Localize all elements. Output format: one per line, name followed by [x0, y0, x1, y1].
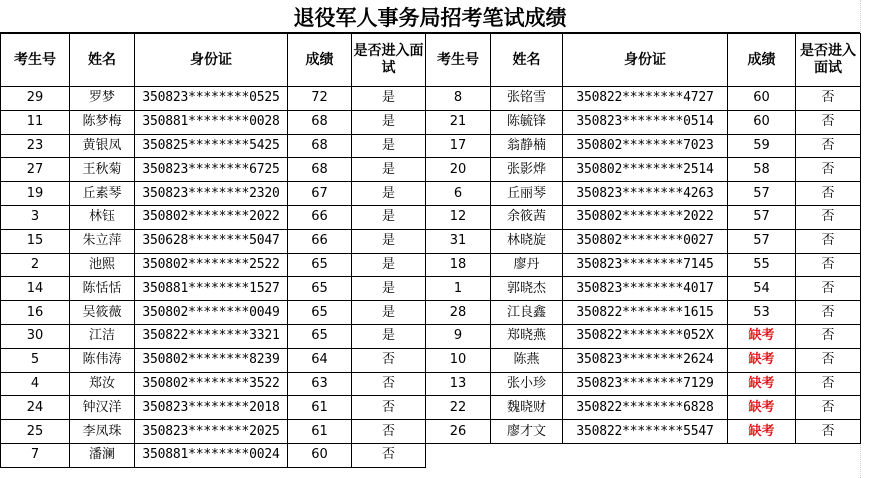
right-exam-no-cell[interactable]: 13 — [426, 372, 491, 396]
left-interview-cell[interactable]: 是 — [352, 229, 426, 253]
left-name-cell[interactable]: 钟汉洋 — [70, 396, 135, 420]
table-row — [1, 205, 861, 229]
left-interview-cell[interactable]: 是 — [352, 87, 426, 111]
table-row — [1, 372, 861, 396]
right-exam-no-cell[interactable]: 9 — [426, 324, 491, 348]
left-exam-no-cell[interactable]: 24 — [1, 396, 70, 420]
left-interview-cell[interactable]: 是 — [352, 158, 426, 182]
left-exam-no-cell[interactable]: 4 — [1, 372, 70, 396]
right-name-cell[interactable]: 江良鑫 — [491, 301, 563, 325]
right-empty-cell — [491, 443, 563, 467]
left-interview-cell[interactable]: 是 — [352, 134, 426, 158]
right-id-card-cell[interactable]: 350823********7145 — [563, 253, 728, 277]
header-interview[interactable]: 是否进入面试 — [796, 34, 861, 87]
right-exam-no-cell[interactable]: 26 — [426, 420, 491, 444]
right-interview-cell[interactable]: 否 — [796, 158, 861, 182]
right-name-cell[interactable]: 张小珍 — [491, 372, 563, 396]
right-interview-cell[interactable]: 否 — [796, 277, 861, 301]
right-score-cell[interactable]: 缺考 — [728, 420, 796, 444]
left-score-cell[interactable]: 67 — [288, 182, 352, 206]
right-id-card-cell[interactable]: 350822********052X — [563, 324, 728, 348]
right-interview-cell[interactable]: 否 — [796, 182, 861, 206]
right-id-card-cell[interactable]: 350802********2022 — [563, 205, 728, 229]
right-id-card-cell[interactable]: 350823********4263 — [563, 182, 728, 206]
right-interview-cell[interactable]: 否 — [796, 87, 861, 111]
left-score-cell[interactable]: 61 — [288, 420, 352, 444]
left-id-card-cell[interactable]: 350802********3522 — [135, 372, 288, 396]
left-id-card-cell[interactable]: 350802********0049 — [135, 301, 288, 325]
left-name-cell[interactable]: 林钰 — [70, 205, 135, 229]
right-interview-cell[interactable]: 否 — [796, 134, 861, 158]
left-name-cell[interactable]: 潘澜 — [70, 443, 135, 467]
left-score-cell[interactable]: 60 — [288, 443, 352, 467]
table-row — [1, 277, 861, 301]
left-exam-no-cell[interactable]: 2 — [1, 253, 70, 277]
left-score-cell[interactable]: 65 — [288, 301, 352, 325]
right-exam-no-cell[interactable]: 31 — [426, 229, 491, 253]
right-exam-no-cell[interactable]: 8 — [426, 87, 491, 111]
left-interview-cell[interactable]: 否 — [352, 396, 426, 420]
left-name-cell[interactable]: 陈恬恬 — [70, 277, 135, 301]
right-interview-cell[interactable]: 否 — [796, 348, 861, 372]
right-name-cell[interactable]: 林晓旋 — [491, 229, 563, 253]
table-row — [1, 87, 861, 111]
left-name-cell[interactable]: 丘素琴 — [70, 182, 135, 206]
right-exam-no-cell[interactable]: 28 — [426, 301, 491, 325]
header-exam-no[interactable]: 考生号 — [426, 34, 491, 87]
left-exam-no-cell[interactable]: 14 — [1, 277, 70, 301]
left-id-card-cell[interactable]: 350802********8239 — [135, 348, 288, 372]
table-row — [1, 420, 861, 444]
right-id-card-cell[interactable]: 350822********4727 — [563, 87, 728, 111]
left-id-card-cell[interactable]: 350881********1527 — [135, 277, 288, 301]
right-empty-cell — [728, 443, 796, 467]
header-score[interactable]: 成绩 — [288, 34, 352, 87]
header-id-card[interactable]: 身份证 — [135, 34, 288, 87]
left-exam-no-cell[interactable]: 27 — [1, 158, 70, 182]
left-id-card-cell[interactable]: 350825********5425 — [135, 134, 288, 158]
left-exam-no-cell[interactable]: 29 — [1, 87, 70, 111]
header-exam-no[interactable]: 考生号 — [1, 34, 70, 87]
left-exam-no-cell[interactable]: 11 — [1, 110, 70, 134]
right-interview-cell[interactable]: 否 — [796, 229, 861, 253]
left-exam-no-cell[interactable]: 25 — [1, 420, 70, 444]
left-id-card-cell[interactable]: 350823********2320 — [135, 182, 288, 206]
left-name-cell[interactable]: 郑汝 — [70, 372, 135, 396]
header-id-card[interactable]: 身份证 — [563, 34, 728, 87]
right-name-cell[interactable]: 余筱茜 — [491, 205, 563, 229]
results-table — [0, 33, 861, 468]
left-exam-no-cell[interactable]: 30 — [1, 324, 70, 348]
right-name-cell[interactable]: 陈燕 — [491, 348, 563, 372]
right-name-cell[interactable]: 张铭雪 — [491, 87, 563, 111]
left-id-card-cell[interactable]: 350823********2025 — [135, 420, 288, 444]
left-score-cell[interactable]: 66 — [288, 205, 352, 229]
right-score-cell[interactable]: 53 — [728, 301, 796, 325]
left-id-card-cell[interactable]: 350881********0028 — [135, 110, 288, 134]
right-name-cell[interactable]: 张影烨 — [491, 158, 563, 182]
right-id-card-cell[interactable]: 350802********2514 — [563, 158, 728, 182]
left-interview-cell[interactable]: 否 — [352, 372, 426, 396]
left-exam-no-cell[interactable]: 5 — [1, 348, 70, 372]
right-exam-no-cell[interactable]: 22 — [426, 396, 491, 420]
left-name-cell[interactable]: 陈伟涛 — [70, 348, 135, 372]
right-empty-cell — [426, 443, 491, 467]
header-score[interactable]: 成绩 — [728, 34, 796, 87]
right-name-cell[interactable]: 廖丹 — [491, 253, 563, 277]
left-id-card-cell[interactable]: 350881********0024 — [135, 443, 288, 467]
left-interview-cell[interactable]: 是 — [352, 205, 426, 229]
right-score-cell[interactable]: 59 — [728, 134, 796, 158]
right-score-cell[interactable]: 60 — [728, 87, 796, 111]
sheet-title: 退役军人事务局招考笔试成绩 — [0, 0, 860, 33]
right-exam-no-cell[interactable]: 18 — [426, 253, 491, 277]
right-id-card-cell[interactable]: 350802********0027 — [563, 229, 728, 253]
right-id-card-cell[interactable]: 350823********4017 — [563, 277, 728, 301]
left-interview-cell[interactable]: 是 — [352, 277, 426, 301]
left-score-cell[interactable]: 63 — [288, 372, 352, 396]
right-interview-cell[interactable]: 否 — [796, 396, 861, 420]
table-row — [1, 134, 861, 158]
left-id-card-cell[interactable]: 350628********5047 — [135, 229, 288, 253]
right-score-cell[interactable]: 缺考 — [728, 324, 796, 348]
left-name-cell[interactable]: 李凤珠 — [70, 420, 135, 444]
left-score-cell[interactable]: 65 — [288, 277, 352, 301]
right-exam-no-cell[interactable]: 17 — [426, 134, 491, 158]
right-interview-cell[interactable]: 否 — [796, 372, 861, 396]
right-exam-no-cell[interactable]: 12 — [426, 205, 491, 229]
right-exam-no-cell[interactable]: 21 — [426, 110, 491, 134]
table-row — [1, 253, 861, 277]
left-interview-cell[interactable]: 是 — [352, 253, 426, 277]
right-id-card-cell[interactable]: 350823********7129 — [563, 372, 728, 396]
right-id-card-cell[interactable]: 350822********6828 — [563, 396, 728, 420]
right-score-cell[interactable]: 60 — [728, 110, 796, 134]
left-interview-cell[interactable]: 是 — [352, 182, 426, 206]
right-score-cell[interactable]: 缺考 — [728, 348, 796, 372]
left-interview-cell[interactable]: 否 — [352, 443, 426, 467]
right-exam-no-cell[interactable]: 10 — [426, 348, 491, 372]
right-score-cell[interactable]: 54 — [728, 277, 796, 301]
right-score-cell[interactable]: 缺考 — [728, 372, 796, 396]
right-interview-cell[interactable]: 否 — [796, 324, 861, 348]
left-interview-cell[interactable]: 否 — [352, 348, 426, 372]
right-interview-cell[interactable]: 否 — [796, 301, 861, 325]
left-interview-cell[interactable]: 否 — [352, 420, 426, 444]
right-name-cell[interactable]: 廖才文 — [491, 420, 563, 444]
left-id-card-cell[interactable]: 350802********2522 — [135, 253, 288, 277]
header-name[interactable]: 姓名 — [70, 34, 135, 87]
right-interview-cell[interactable]: 否 — [796, 110, 861, 134]
right-id-card-cell[interactable]: 350822********1615 — [563, 301, 728, 325]
left-exam-no-cell[interactable]: 7 — [1, 443, 70, 467]
table-row — [1, 301, 861, 325]
right-score-cell[interactable]: 57 — [728, 205, 796, 229]
left-score-cell[interactable]: 64 — [288, 348, 352, 372]
right-score-cell[interactable]: 缺考 — [728, 396, 796, 420]
right-name-cell[interactable]: 陈毓锋 — [491, 110, 563, 134]
left-exam-no-cell[interactable]: 19 — [1, 182, 70, 206]
left-exam-no-cell[interactable]: 16 — [1, 301, 70, 325]
header-name[interactable]: 姓名 — [491, 34, 563, 87]
right-empty-cell — [796, 443, 861, 467]
right-score-cell[interactable]: 58 — [728, 158, 796, 182]
left-interview-cell[interactable]: 是 — [352, 324, 426, 348]
right-name-cell[interactable]: 郑晓燕 — [491, 324, 563, 348]
left-score-cell[interactable]: 65 — [288, 253, 352, 277]
right-name-cell[interactable]: 魏晓财 — [491, 396, 563, 420]
right-id-card-cell[interactable]: 350823********2624 — [563, 348, 728, 372]
left-name-cell[interactable]: 吴筱薇 — [70, 301, 135, 325]
left-score-cell[interactable]: 68 — [288, 110, 352, 134]
right-name-cell[interactable]: 丘丽琴 — [491, 182, 563, 206]
right-exam-no-cell[interactable]: 20 — [426, 158, 491, 182]
right-score-cell[interactable]: 55 — [728, 253, 796, 277]
left-name-cell[interactable]: 江洁 — [70, 324, 135, 348]
table-row — [1, 443, 861, 467]
left-id-card-cell[interactable]: 350823********2018 — [135, 396, 288, 420]
left-interview-cell[interactable]: 是 — [352, 301, 426, 325]
left-score-cell[interactable]: 61 — [288, 396, 352, 420]
right-id-card-cell[interactable]: 350823********0514 — [563, 110, 728, 134]
left-name-cell[interactable]: 王秋菊 — [70, 158, 135, 182]
left-name-cell[interactable]: 陈梦梅 — [70, 110, 135, 134]
header-interview[interactable]: 是否进入面试 — [352, 34, 426, 87]
left-name-cell[interactable]: 罗梦 — [70, 87, 135, 111]
right-name-cell[interactable]: 翁静楠 — [491, 134, 563, 158]
left-id-card-cell[interactable]: 350823********6725 — [135, 158, 288, 182]
left-score-cell[interactable]: 66 — [288, 229, 352, 253]
right-score-cell[interactable]: 57 — [728, 229, 796, 253]
right-id-card-cell[interactable]: 350802********7023 — [563, 134, 728, 158]
table-row — [1, 324, 861, 348]
right-interview-cell[interactable]: 否 — [796, 420, 861, 444]
left-name-cell[interactable]: 黄银凤 — [70, 134, 135, 158]
left-id-card-cell[interactable]: 350822********3321 — [135, 324, 288, 348]
left-exam-no-cell[interactable]: 3 — [1, 205, 70, 229]
right-empty-cell — [563, 443, 728, 467]
right-exam-no-cell[interactable]: 1 — [426, 277, 491, 301]
left-score-cell[interactable]: 65 — [288, 324, 352, 348]
left-score-cell[interactable]: 68 — [288, 134, 352, 158]
table-row — [1, 182, 861, 206]
left-score-cell[interactable]: 68 — [288, 158, 352, 182]
right-name-cell[interactable]: 郭晓杰 — [491, 277, 563, 301]
table-row — [1, 348, 861, 372]
left-name-cell[interactable]: 朱立萍 — [70, 229, 135, 253]
right-interview-cell[interactable]: 否 — [796, 205, 861, 229]
left-id-card-cell[interactable]: 350802********2022 — [135, 205, 288, 229]
left-interview-cell[interactable]: 是 — [352, 110, 426, 134]
left-score-cell[interactable]: 72 — [288, 87, 352, 111]
left-exam-no-cell[interactable]: 23 — [1, 134, 70, 158]
table-row — [1, 158, 861, 182]
header-row — [1, 34, 861, 87]
right-score-cell[interactable]: 57 — [728, 182, 796, 206]
right-id-card-cell[interactable]: 350822********5547 — [563, 420, 728, 444]
left-exam-no-cell[interactable]: 15 — [1, 229, 70, 253]
left-name-cell[interactable]: 池熙 — [70, 253, 135, 277]
left-id-card-cell[interactable]: 350823********0525 — [135, 87, 288, 111]
table-row — [1, 229, 861, 253]
empty-column-gridline — [860, 0, 871, 478]
right-exam-no-cell[interactable]: 6 — [426, 182, 491, 206]
table-row — [1, 396, 861, 420]
right-interview-cell[interactable]: 否 — [796, 253, 861, 277]
table-row — [1, 110, 861, 134]
